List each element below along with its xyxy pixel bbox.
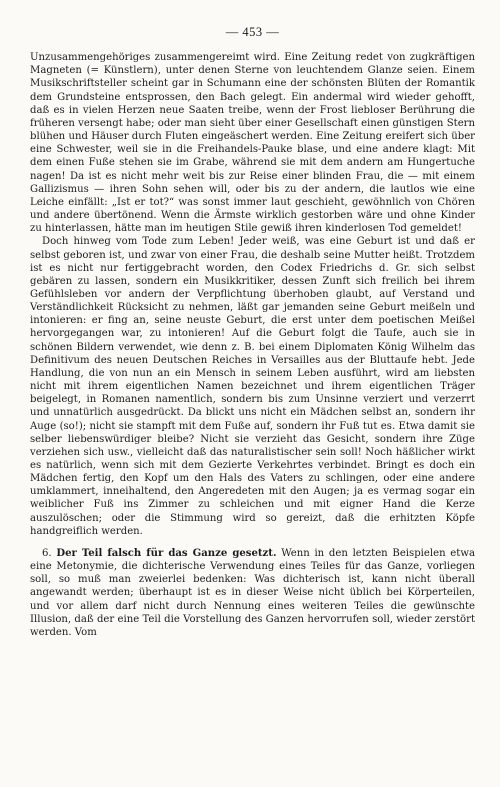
paragraph-text: Unzusammengehöriges zusammengereimt wird. Eine Zeitung redet von zugkräftigen Magneten (= Künstlern), unter denen Sterne von leuchtendem Glanze seien. Einem Musikschriftsteller scheint gar in Schumann eine der schönsten Blüten der Romantik dem Grundsteine entsprossen, den Bach gelegt. Ein andermal wird wieder gehofft, daß es in vielen Herzen neue Saaten treibe, wenn der Frost liebloser Berührung die früheren versengt habe; oder man sieht über einer Gesellschaft einen günstigen Stern blühen und Häuser durch Fluten eingeäschert werden. Eine Zeitung ereifert sich über eine Schwester, weil sie in die Freihandels-Pauke blase, und eine andere klagt: Mit dem einen Fuße stehen sie im Grabe, während sie mit dem andern am Hungertuche nagen! Da ist es nicht mehr weit bis zur Reise einer blinden Frau, die — mit einem Gallizismus — ihren Sohn sehen will, oder bis zu der andern, die lautlos wie eine Leiche einfällt: „Ist er tot?“ was sonst immer laut geschieht, gewöhnlich von Chören und andere übertönend. Wenn die Ärmste wirklich gestorben wäre und ohne Kinder zu hinterlassen, hätte man im heutigen Stile gewiß ihren kinderlosen Tod gemeldet! — [30, 52, 475, 235]
paragraph-text: Doch hinweg vom Tode zum Leben! Jeder weiß, was eine Geburt ist und daß er selbst geboren ist, und zwar von einer Frau, die deshalb seine Mutter heißt. Trotzdem ist es nicht nur fertiggebracht worden, den Codex Friedrichs d. Gr. sich selbst gebären zu lassen, sondern ein Musikkritiker, dessen Zunft sich freilich bei ihrem Gefühlsleben vor andern der Verpflichtung überhoben glaubt, auf Verstand und Verständlichkeit Rücksicht zu nehmen, läßt gar jemanden seine Geburt meißeln und intonieren: er fing an, seine neuste Geburt, die erst unter dem poetischen Meißel hervorgegangen war, zu intonieren! Auf die Geburt folgt die Taufe, auch sie in schönen Bildern verwendet, wie denn z. B. bei einem Diplomaten König Wilhelm das Definitivum des neuen Deutschen Reiches in Versailles aus der Bluttaufe hebt. Jede Handlung, die von nun an ein Mensch in seinem Leben ausführt, wird am liebsten nicht mit ihrem eigentlichen Namen bezeichnet und ihrem eigentlichen Träger beigelegt, in Romanen namentlich, sondern bis zum Unsinne verziert und verzerrt und unnatürlich ausgedrückt. Da blickt uns nicht ein Mädchen selbst an, sondern ihr Auge (so!); nicht sie stampft mit dem Fuße auf, sondern ihr Fuß tut es. Etwa damit sie selber liebenswürdiger bleibe? Nicht sie verzieht das Gesicht, sondern ihre Züge verziehen sich usw., vielleicht daß das naturalistischer sein soll! Noch häßlicher wirkt es natürlich, wenn sich mit dem Gezierte Verkehrtes verbindet. Bringt es doch ein Mädchen fertig, den Kopf um den Hals des Vaters zu schlingen, oder eine andere umklammert, inneihaltend, den Angeredeten mit den Augen; ja es vermag sogar ein weiblicher Fuß ins Zimmer zu schleichen und mit eigner Hand die Kerze auszulöschen; oder die Stimmung wird so gereizt, daß die erhitzten Köpfe handgreiflich werden. — [30, 236, 475, 537]
section-paragraph — [30, 547, 475, 639]
section-number: 6. — [42, 547, 52, 559]
section-6 — [30, 547, 475, 639]
section-heading: Der Teil falsch für das Ganze gesetzt. — [56, 547, 277, 559]
page-number: — 453 — — [225, 25, 280, 39]
paragraph-1 — [30, 51, 475, 235]
document-page — [30, 26, 475, 639]
section-text: Wenn in den letzten Beispielen etwa eine Metonymie, die dichterische Verwendung eines Teiles für das Ganze, vorliegen soll, so muß man zweierlei bedenken: Was dichterisch ist, kann nicht überall angewandt werden; überhaupt ist es in dieser Weise nicht üblich bei Körperteilen, und vor allem darf nicht durch Nennung eines weiteren Teiles die gewünschte Illusion, daß der eine Teil die Vorstellung des Ganzen hervorrufen soll, wieder zerstört werden. Vom — [30, 547, 475, 638]
paragraph-2 — [30, 235, 475, 538]
section-gap — [30, 538, 475, 547]
